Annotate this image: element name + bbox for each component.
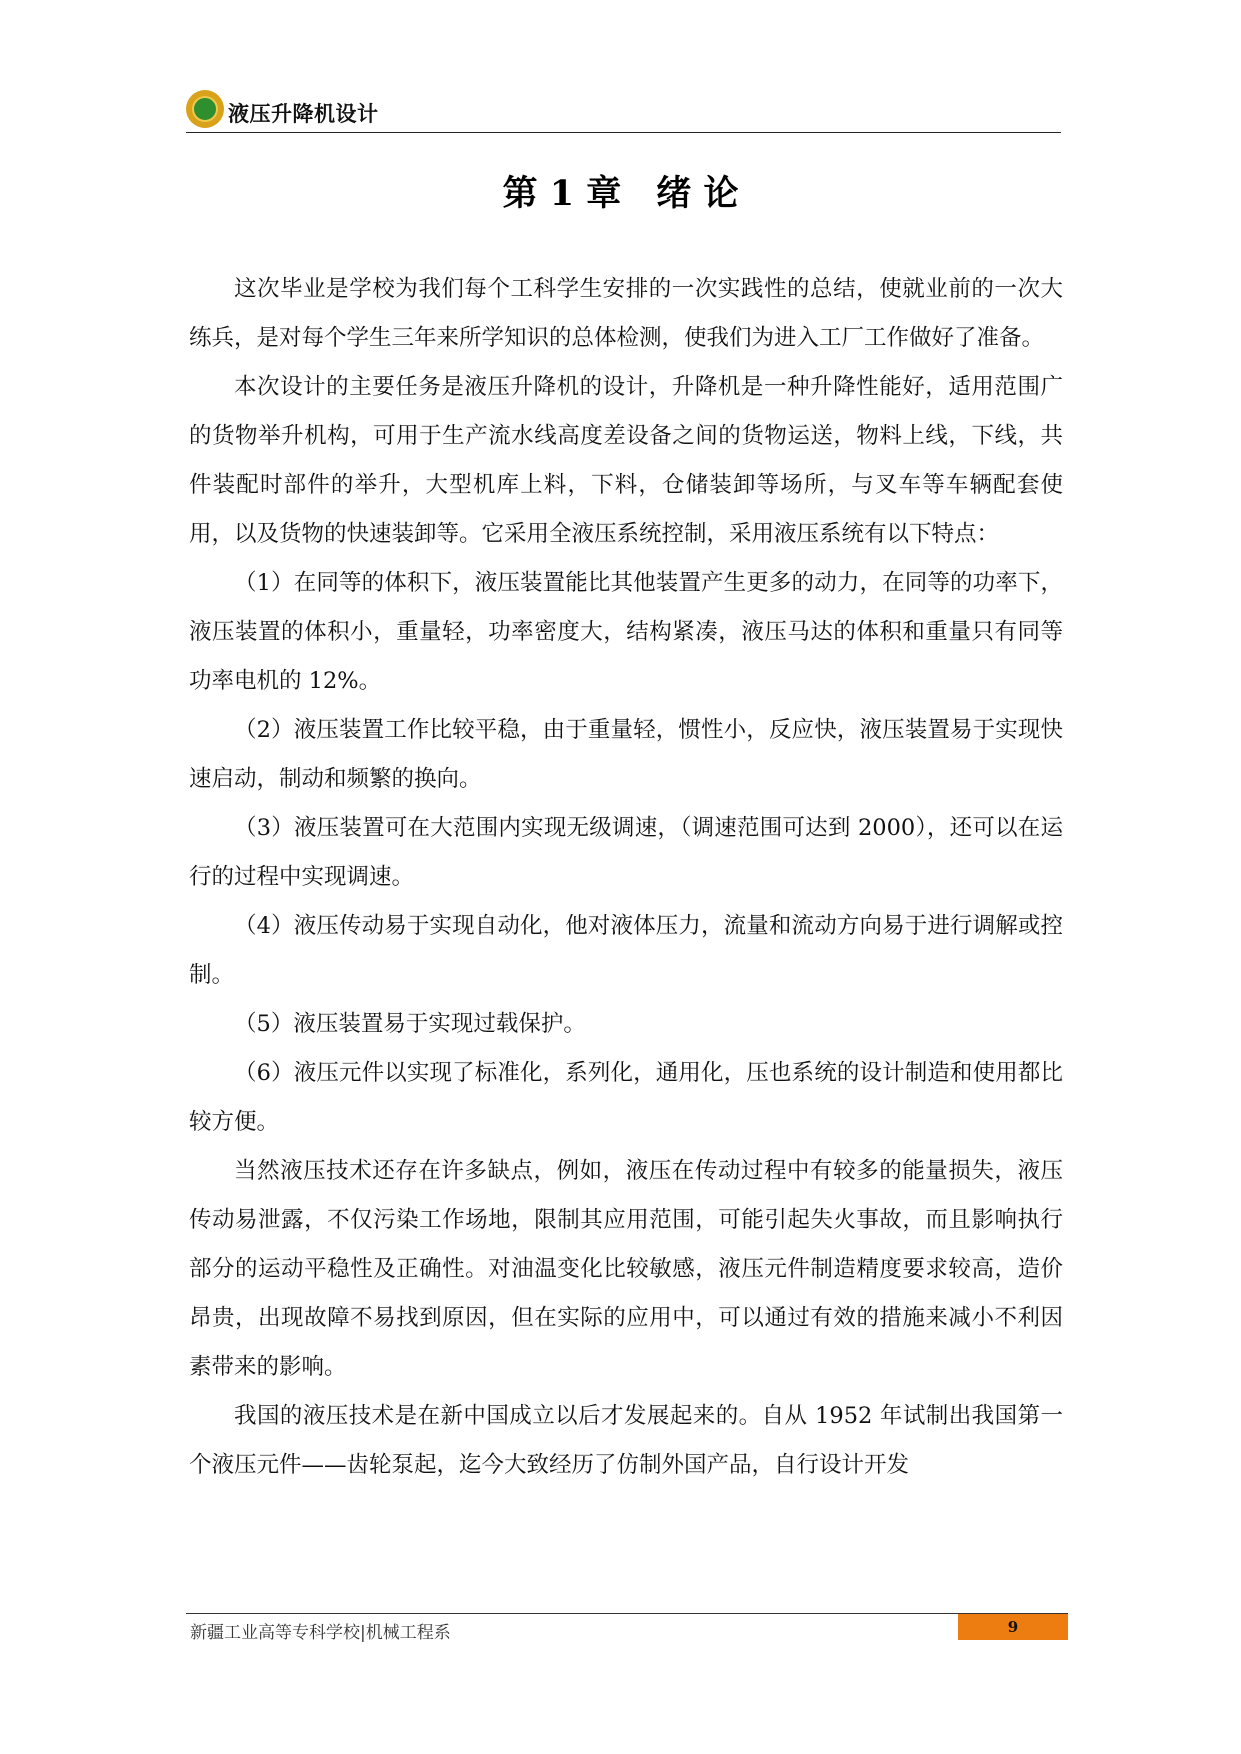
paragraph: （3）液压装置可在大范围内实现无级调速，（调速范围可达到 2000），还可以在运行的过程中实现调速。	[189, 815, 1063, 890]
paragraph: （2）液压装置工作比较平稳，由于重量轻，惯性小，反应快，液压装置易于实现快速启动，制动和频繁的换向。	[189, 717, 1063, 792]
paragraph: （1）在同等的体积下，液压装置能比其他装置产生更多的动力，在同等的功率下，液压装置的体积小，重量轻，功率密度大，结构紧凑，液压马达的体积和重量只有同等功率电机的 12%。	[189, 570, 1063, 694]
paragraph: 我国的液压技术是在新中国成立以后才发展起来的。自从 1952 年试制出我国第一个液压元件——齿轮泵起，迄今大致经历了仿制外国产品，自行设计开发	[189, 1403, 1063, 1478]
header-title: 液压升降机设计	[228, 102, 379, 126]
paragraph: 当然液压技术还存在许多缺点，例如，液压在传动过程中有较多的能量损失，液压传动易泄露，不仅污染工作场地，限制其应用范围，可能引起失火事故，而且影响执行部分的运动平稳性及正确性。对油温变化比较敏感，液压元件制造精度要求较高，造价昂贵，出现故障不易找到原因，但在实际的应用中，可以通过有效的措施来减小不利因素带来的影响。	[189, 1158, 1063, 1380]
paragraph: 这次毕业是学校为我们每个工科学生安排的一次实践性的总结，使就业前的一次大练兵，是对每个学生三年来所学知识的总体检测，使我们为进入工厂工作做好了准备。	[189, 276, 1063, 351]
paragraph: （5）液压装置易于实现过载保护。	[234, 1011, 586, 1037]
paragraph: （4）液压传动易于实现自动化，他对液体压力，流量和流动方向易于进行调解或控制。	[189, 913, 1063, 988]
footer-institution: 新疆工业高等专科学校|机械工程系	[190, 1623, 451, 1643]
paragraph: 本次设计的主要任务是液压升降机的设计，升降机是一种升降性能好，适用范围广的货物举升机构，可用于生产流水线高度差设备之间的货物运送，物料上线，下线，共件装配时部件的举升，大型机库上料，下料，仓储装卸等场所，与叉车等车辆配套使用，以及货物的快速装卸等。它采用全液压系统控制，采用液压系统有以下特点：	[189, 374, 1063, 547]
paragraph: （6）液压元件以实现了标准化，系列化，通用化，压也系统的设计制造和使用都比较方便。	[189, 1060, 1063, 1135]
chapter-title: 第 1 章 绪 论	[502, 173, 739, 214]
page-footer	[186, 1613, 1068, 1642]
school-emblem-icon	[186, 90, 224, 128]
page-number-box	[958, 1614, 1068, 1640]
page-number: 9	[1007, 1618, 1019, 1636]
body-text	[189, 265, 1063, 1490]
page-header	[186, 88, 1061, 133]
